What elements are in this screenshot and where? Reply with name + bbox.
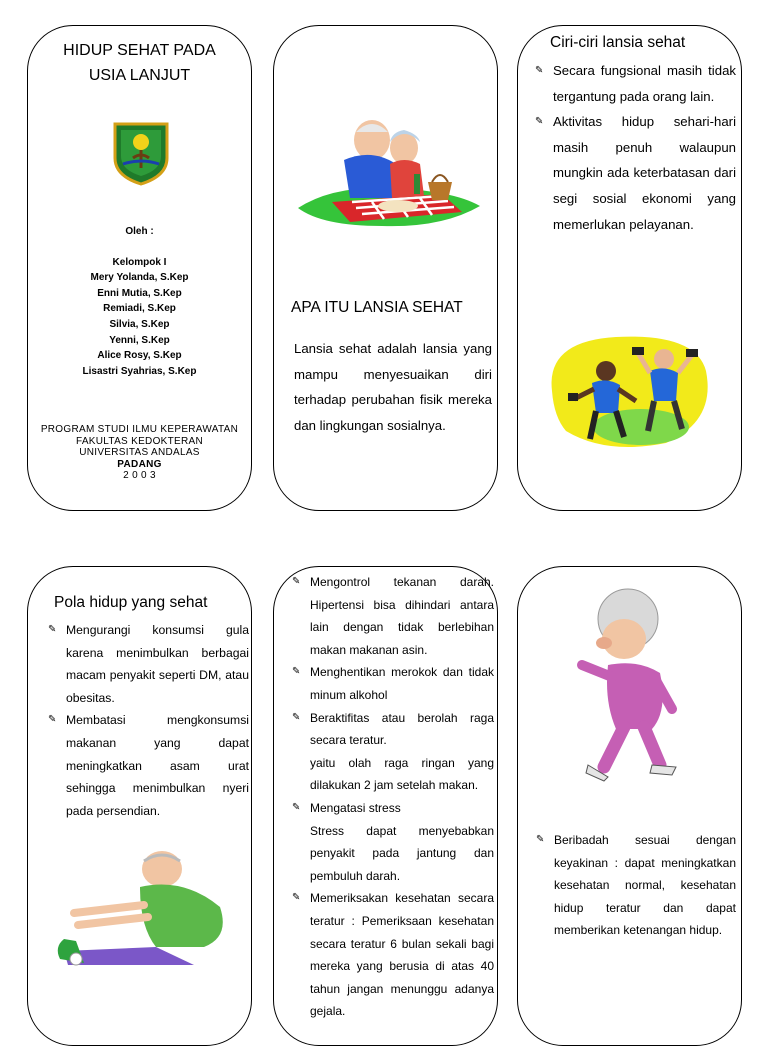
- bullet-icon: ✎: [292, 711, 301, 723]
- bullet-icon: ✎: [535, 65, 544, 76]
- bullet-icon: ✎: [48, 714, 57, 726]
- definition-body: Lansia sehat adalah lansia yang mampu menyesuaikan diri terhadap perubahan fisik mereka dan lingkungan sosialnya.: [294, 341, 492, 433]
- bullet-icon: ✎: [536, 834, 545, 845]
- worship-panel: [517, 566, 742, 1046]
- member-name: Remiadi, S.Kep: [103, 303, 176, 315]
- list-item: ✎ Aktivitas hidup sehari-hari masih penuh walaupun mungkin ada keterbatasan dari segi sosial ekonomi yang memerlukan pelayanan.: [533, 109, 736, 237]
- elderly-couple-picnic-icon: [292, 98, 482, 228]
- list-item: ✎ Beribadah sesuai dengan keyakinan : dapat meningkatkan kesehatan normal, kesehatan hidup teratur dan dapat memberikan ketenangan hidup.: [534, 829, 736, 942]
- bullet-icon: ✎: [535, 116, 544, 128]
- list-item: ✎ Memeriksakan kesehatan secara teratur : Pemeriksaan kesehatan secara teratur 6 bulan sekali bagi mereka yang berusia di atas 40 tahun jangan menunggu adanya gejala.: [290, 887, 494, 1023]
- characteristics-heading: Ciri-ciri lansia sehat: [550, 34, 686, 51]
- list-item: ✎ Menghentikan merokok dan tidak minum alkohol: [290, 661, 494, 706]
- member-name: Lisastri Syahrias, S.Kep: [82, 365, 197, 377]
- bullet-icon: ✎: [48, 624, 57, 635]
- author-block: Oleh : Kelompok I Mery Yolanda, S.Kep Enni Mutia, S.Kep Remiadi, S.Kep Silvia, S.Kep Yenni, S.Kep Alice Rosy, S.Kep Lisastri Syahrias, S.Kep: [28, 224, 251, 379]
- regional-emblem-icon: [111, 118, 171, 186]
- member-name: Enni Mutia, S.Kep: [97, 287, 182, 299]
- bullet-icon: ✎: [292, 892, 301, 904]
- cover-panel: [27, 25, 252, 511]
- definition-panel: [273, 25, 498, 511]
- brochure-title: HIDUP SEHAT PADA USIA LANJUT: [63, 42, 216, 84]
- member-name: Silvia, S.Kep: [109, 318, 170, 330]
- institution-block: PROGRAM STUDI ILMU KEPERAWATAN FAKULTAS KEDOKTERAN UNIVERSITAS ANDALAS PADANG 2 0 0 3: [28, 424, 251, 482]
- list-item: ✎ Mengatasi stress Stress dapat menyebabkan penyakit pada jantung dan pembuluh darah.: [290, 797, 494, 887]
- characteristics-panel: [517, 25, 742, 511]
- member-name: Yenni, S.Kep: [109, 334, 170, 346]
- tips-list: [290, 571, 494, 1023]
- characteristics-list: [533, 58, 736, 237]
- definition-heading: APA ITU LANSIA SEHAT: [291, 299, 463, 316]
- list-item: ✎ Mengontrol tekanan darah. Hipertensi bisa dihindari antara lain dengan tidak berlebihan makan makanan asin.: [290, 571, 494, 661]
- bullet-icon: ✎: [292, 666, 301, 678]
- dumbbell-exercise-icon: [546, 331, 716, 451]
- stretching-man-icon: [44, 847, 234, 977]
- city: PADANG: [117, 458, 162, 470]
- bullet-icon: ✎: [292, 576, 301, 587]
- lifestyle-list: [46, 619, 249, 822]
- walking-grandma-icon: [568, 581, 698, 791]
- member-name: Mery Yolanda, S.Kep: [90, 272, 189, 284]
- tips-panel: [273, 566, 498, 1046]
- bullet-icon: ✎: [292, 801, 301, 813]
- lifestyle-heading: Pola hidup yang sehat: [54, 594, 208, 611]
- list-item: ✎ Secara fungsional masih tidak tergantung pada orang lain.: [533, 58, 736, 109]
- year: 2 0 0 3: [123, 470, 156, 481]
- member-name: Alice Rosy, S.Kep: [97, 350, 182, 362]
- list-item: ✎ Membatasi mengkonsumsi makanan yang dapat meningkatkan asam urat sehingga menimbulkan nyeri pada persendian.: [46, 709, 249, 822]
- lifestyle-panel: [27, 566, 252, 1046]
- list-item: ✎ Beraktifitas atau berolah raga secara teratur. yaitu olah raga ringan yang dilakukan 2 jam setelah makan.: [290, 707, 494, 797]
- worship-list: [534, 829, 736, 942]
- list-item: ✎ Mengurangi konsumsi gula karena menimbulkan berbagai macam penyakit seperti DM, atau obesitas.: [46, 619, 249, 709]
